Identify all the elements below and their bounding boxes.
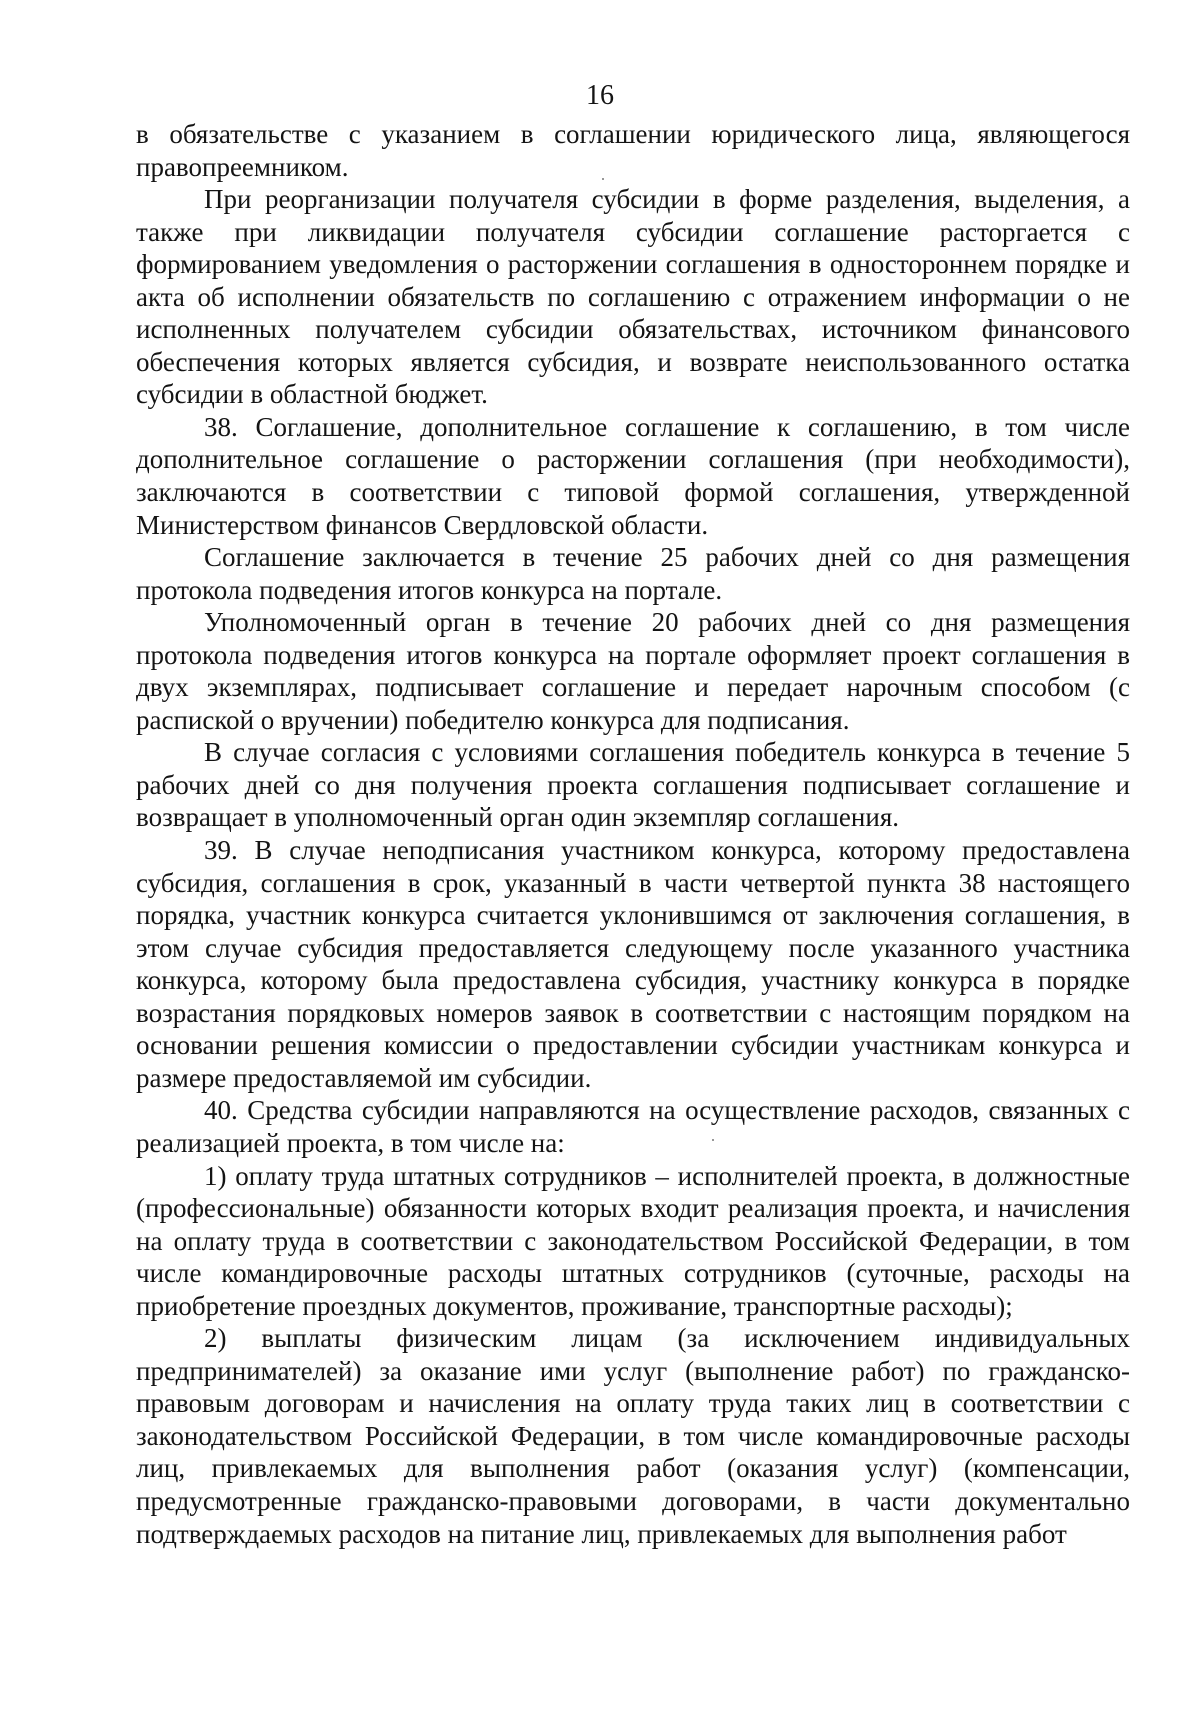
scan-speck xyxy=(712,1139,714,1141)
page-number: 16 xyxy=(586,80,614,111)
document-body xyxy=(136,118,1130,1550)
paragraph-subitem-2: 2) выплаты физическим лицам (за исключением индивидуальных предпринимателей) за оказание ими услуг (выполнение работ) по гражданско-правовым договорам и начисления на оплату труда таких лиц в соответствии с законодательством Российской Федерации, в том числе командировочные расходы лиц, привлекаемых для выполнения работ (оказания услуг) (компенсации, предусмотренные гражданско-правовыми договорами, в части документально подтверждаемых расходов на питание лиц, привлекаемых для выполнения работ xyxy=(136,1323,1130,1549)
paragraph-authorized-body: Уполномоченный орган в течение 20 рабочих дней со дня размещения протокола подведения итогов конкурса на портале оформляет проект соглашения в двух экземплярах, подписывает соглашение и передает нарочным способом (с распиской о вручении) победителю конкурса для подписания. xyxy=(136,607,1130,735)
paragraph-item-39: 39. В случае неподписания участником конкурса, которому предоставлена субсидия, соглашения в срок, указанный в части четвертой пункта 38 настоящего порядка, участник конкурса считается уклонившимся от заключения соглашения, в этом случае субсидия предоставляется следующему после указанного участника конкурса, которому была предоставлена субсидия, участнику конкурса в порядке возрастания порядковых номеров заявок в соответствии с настоящим порядком на основании решения комиссии о предоставлении субсидии участникам конкурса и размере предоставляемой им субсидии. xyxy=(136,835,1130,1093)
paragraph-subitem-1: 1) оплату труда штатных сотрудников – исполнителей проекта, в должностные (профессиональные) обязанности которых входит реализация проекта, и начисления на оплату труда в соответствии с законодательством Российской Федерации, в том числе командировочные расходы штатных сотрудников (суточные, расходы на приобретение проездных документов, проживание, транспортные расходы); xyxy=(136,1160,1130,1321)
paragraph-reorganization: При реорганизации получателя субсидии в форме разделения, выделения, а также при ликвидации получателя субсидии соглашение расторгается с формированием уведомления о расторжении соглашения в одностороннем порядке и акта об исполнении обязательств по соглашению с отражением информации о не исполненных получателем субсидии обязательствах, источником финансового обеспечения которых является субсидия, и возврате неиспользованного остатка субсидии в областной бюджет. xyxy=(136,184,1130,410)
paragraph-agreement-term: Соглашение заключается в течение 25 рабочих дней со дня размещения протокола подведения итогов конкурса на портале. xyxy=(136,542,1130,605)
scan-speck xyxy=(602,178,604,180)
paragraph-item-38: 38. Соглашение, дополнительное соглашение к соглашению, в том числе дополнительное соглашение о расторжении соглашения (при необходимости), заключаются в соответствии с типовой формой соглашения, утвержденной Министерством финансов Свердловской области. xyxy=(136,411,1130,540)
paragraph-winner-consent: В случае согласия с условиями соглашения победитель конкурса в течение 5 рабочих дней со дня получения проекта соглашения подписывает соглашение и возвращает в уполномоченный орган один экземпляр соглашения. xyxy=(136,737,1130,833)
paragraph-item-40: 40. Средства субсидии направляются на осуществление расходов, связанных с реализацией проекта, в том числе на: xyxy=(136,1095,1130,1158)
paragraph-continuation: в обязательстве с указанием в соглашении юридического лица, являющегося правопреемником. xyxy=(136,119,1130,182)
